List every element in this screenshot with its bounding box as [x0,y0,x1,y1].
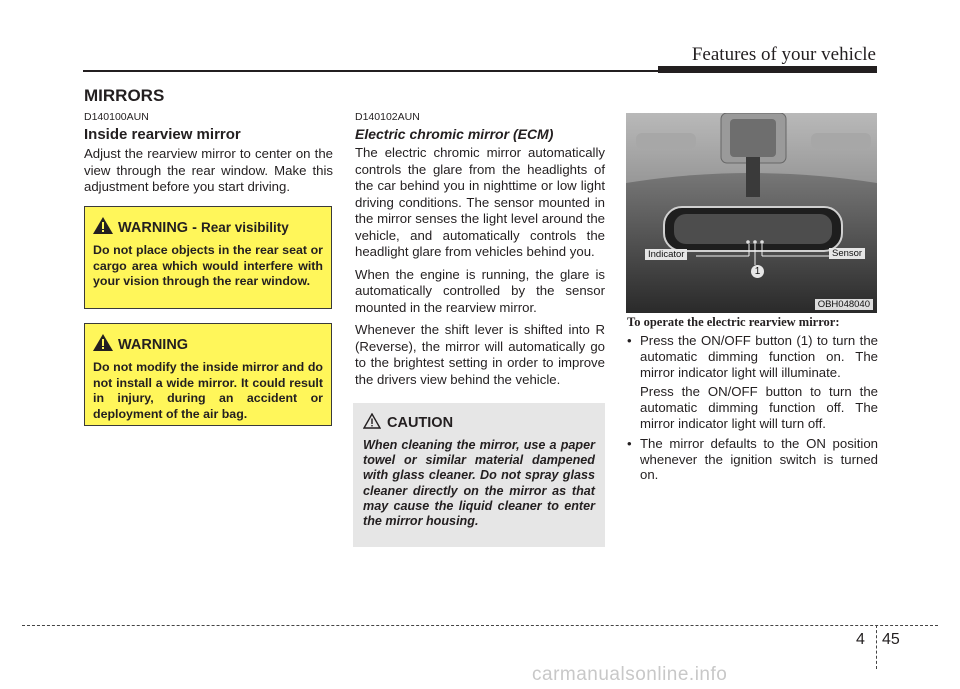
warning-box-rear-visibility [84,206,332,309]
left-section-code: D140100AUN [84,111,149,123]
middle-body [355,145,605,394]
rearview-mirror-illustration [626,113,877,313]
indicator-label: Indicator [645,249,687,260]
operation-bullets [627,333,878,487]
list-item [627,436,878,483]
warning-text: Do not place objects in the rear seat or cargo area which would interfere with your vision through the rear window. [93,243,323,288]
caution-triangle-icon [363,413,381,433]
bullet-text: The mirror defaults to the ON position whenever the ignition switch is turned on. [640,435,878,483]
page-number: 45 [882,631,900,648]
operation-title: To operate the electric rearview mirror: [627,315,840,329]
footer-rule [22,625,938,626]
middle-heading: Electric chromic mirror (ECM) [355,126,554,142]
header-rule [83,70,663,72]
caution-text: When cleaning the mirror, use a paper towel or similar material dampened with glass cleaner. Do not spray glass cleaner directly on the mirror as that may cause the liquid cleaner to enter the mirror housing. [363,438,595,529]
chapter-number: 4 [856,631,865,648]
callout-number: 1 [751,265,764,278]
warning-box-mirror [84,323,332,426]
warning-title: WARNING - [118,219,197,236]
sensor-label: Sensor [829,248,865,259]
middle-paragraph-1: The electric chromic mirror automatically controls the glare from the headlights of the car behind you in nighttime or low light driving conditions. The sensor mounted in the mirror senses the light level around the vehicle, and automatically controls the headlight glare from vehicles behind you. [355,145,605,259]
running-header-title: Features of your vehicle [691,44,876,65]
caution-box [353,403,605,547]
footer-divider [876,625,877,669]
watermark: carmanualsonline.info [532,664,728,685]
left-heading: Inside rearview mirror [84,126,241,143]
rearview-mirror-figure [626,113,877,313]
middle-paragraph-3: Whenever the shift lever is shifted into R (Reverse), the mirror will automatically go to the brightest setting in order to improve the drivers view behind the vehicle. [355,322,605,387]
figure-code: OBH048040 [815,299,873,310]
bullet-icon: • [627,435,632,451]
header-rule-bold [658,66,877,73]
list-item [627,333,878,432]
middle-paragraph-2: When the engine is running, the glare is automatically controlled by the sensor mounted in the rearview mirror. [355,266,605,315]
section-title: MIRRORS [84,86,165,105]
warning-triangle-icon [93,334,113,355]
warning-text: Do not modify the inside mirror and do not install a wide mirror. It could result in injury, during an accident or deployment of the air bag. [93,360,323,421]
middle-section-code: D140102AUN [355,111,420,123]
warning-title: WARNING [118,336,189,353]
left-body: Adjust the rearview mirror to center on the view through the rear window. Make this adjustment before you start driving. [84,146,333,194]
caution-title: CAUTION [387,415,454,431]
warning-subtitle: Rear visibility [200,220,289,235]
bullet-text: Press the ON/OFF button (1) to turn the automatic dimming function on. The mirror indicator light will illuminate. [640,333,878,380]
bullet-text: Press the ON/OFF button to turn the automatic dimming function off. The mirror indicator light will turn off. [640,384,878,431]
warning-triangle-icon [93,217,113,238]
bullet-icon: • [627,333,632,348]
